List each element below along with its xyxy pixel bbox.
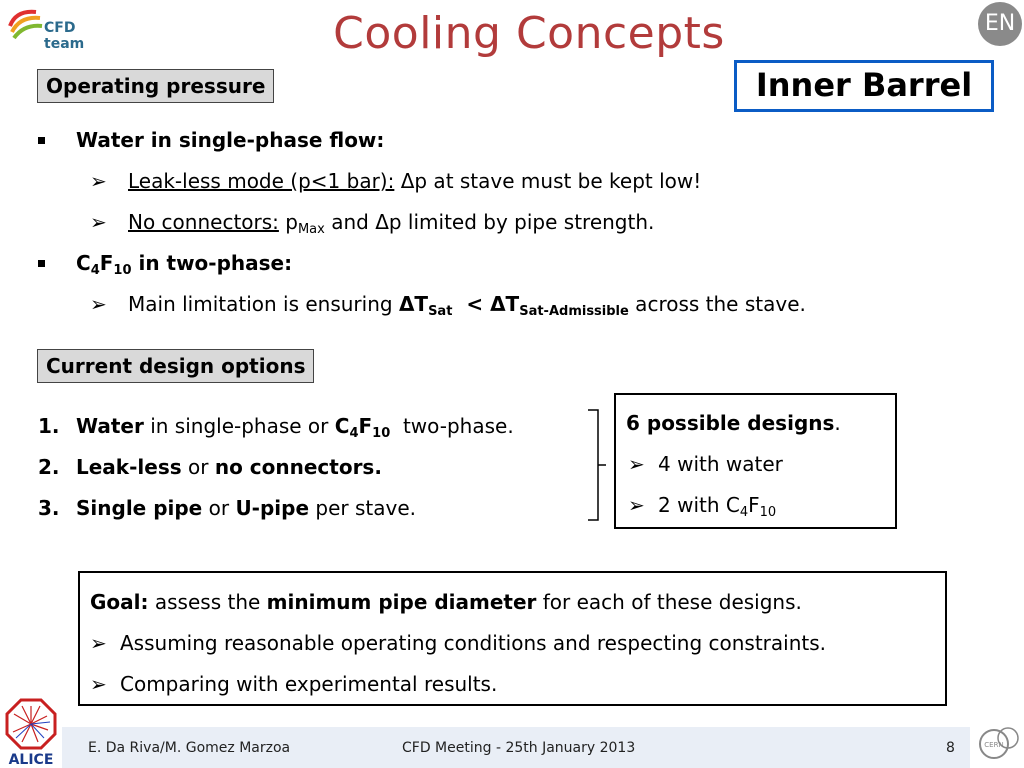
footer-event: CFD Meeting - 25th January 2013 <box>402 740 636 756</box>
option-3 <box>38 496 416 520</box>
sat-sub: Sat <box>428 304 453 319</box>
arrow-bullet-icon: ➢ <box>90 631 107 655</box>
option-3-tail: per stave. <box>309 496 416 520</box>
option-2-bold-2: no connectors. <box>214 455 382 479</box>
current-design-options-label: Current design options <box>37 349 314 383</box>
p-text: p <box>278 210 298 234</box>
less-than-delta-t: < ΔT <box>452 292 520 316</box>
sub-4: 4 <box>739 505 749 520</box>
goal-item-2-text: Comparing with experimental results. <box>120 672 498 696</box>
designs-title-bold: 6 possible designs <box>626 411 835 435</box>
cfd-team-label: CFD team <box>44 20 85 52</box>
arrow-bullet-icon: ➢ <box>90 672 107 696</box>
limitation-post: across the stave. <box>628 292 806 316</box>
leak-less-item <box>90 169 702 193</box>
no-connectors-rest: and Δp limited by pipe strength. <box>324 210 655 234</box>
option-1-text: in single-phase or <box>143 414 335 438</box>
f-text: F <box>358 414 373 438</box>
goal-text-2: for each of these designs. <box>536 590 802 614</box>
c-text: C <box>334 414 350 438</box>
arrow-bullet-icon: ➢ <box>628 493 645 517</box>
leak-less-underlined: Leak-less mode (p<1 bar): <box>128 169 395 193</box>
designs-c-text: 2 with C <box>658 493 740 517</box>
slide-title: Cooling Concepts <box>333 8 725 59</box>
possible-designs-box <box>614 393 897 529</box>
sat-admissible-sub: Sat-Admissible <box>519 304 629 319</box>
alice-logo <box>2 698 60 768</box>
leak-less-rest: Δp at stave must be kept low! <box>394 169 702 193</box>
goal-line <box>90 590 802 614</box>
goal-item-1 <box>90 631 827 655</box>
option-3-bold-2: U-pipe <box>235 496 310 520</box>
arrow-bullet-icon: ➢ <box>628 452 645 476</box>
option-number: 3. <box>38 496 60 520</box>
goal-bold: minimum pipe diameter <box>266 590 537 614</box>
option-2-bold: Leak-less <box>76 455 182 479</box>
goal-item-1-text: Assuming reasonable operating conditions and respecting constraints. <box>120 631 827 655</box>
arrow-bullet-icon: ➢ <box>90 292 107 316</box>
designs-water <box>628 452 783 476</box>
square-bullet-icon <box>38 137 45 144</box>
designs-title <box>626 411 841 435</box>
cern-icon <box>978 724 1022 764</box>
option-3-text: or <box>202 496 236 520</box>
inner-barrel-tag <box>734 60 994 112</box>
no-connectors-item <box>90 210 655 237</box>
cern-text: CERN <box>984 741 1004 749</box>
goal-label: Goal: <box>90 590 149 614</box>
option-1-tail: two-phase. <box>390 414 514 438</box>
arrow-bullet-icon: ➢ <box>90 210 107 234</box>
sub-10: 10 <box>759 505 777 520</box>
alice-text: ALICE <box>8 752 54 768</box>
operating-pressure-label: Operating pressure <box>37 69 274 103</box>
alice-detector-icon <box>2 698 60 768</box>
c4f10-heading <box>76 251 292 278</box>
c4f10-rest: in two-phase: <box>131 251 293 275</box>
square-bullet-icon <box>38 260 45 267</box>
option-1 <box>38 414 514 441</box>
sub-10: 10 <box>113 263 132 278</box>
f-text: F <box>99 251 114 275</box>
option-number: 1. <box>38 414 60 438</box>
f-text: F <box>748 493 760 517</box>
sub-4: 4 <box>349 426 359 441</box>
arrow-bullet-icon: ➢ <box>90 169 107 193</box>
option-number: 2. <box>38 455 60 479</box>
goal-box <box>78 571 947 706</box>
goal-item-2 <box>90 672 498 696</box>
inner-barrel-text: Inner Barrel <box>737 63 991 109</box>
water-heading <box>76 128 384 152</box>
sub-4: 4 <box>90 263 100 278</box>
no-connectors-underlined: No connectors: <box>128 210 279 234</box>
en-logo: EN <box>978 2 1022 46</box>
option-1-bold: Water <box>76 414 144 438</box>
limitation-pre: Main limitation is ensuring <box>128 292 399 316</box>
option-3-bold: Single pipe <box>76 496 203 520</box>
designs-water-text: 4 with water <box>658 452 783 476</box>
cern-logo <box>978 724 1022 764</box>
goal-text-1: assess the <box>148 590 267 614</box>
designs-dot: . <box>834 411 841 435</box>
footer-page-number: 8 <box>946 740 955 756</box>
option-2-text: or <box>181 455 215 479</box>
main-limitation-item <box>90 292 806 319</box>
water-heading-text: Water in single-phase flow: <box>76 128 385 152</box>
sub-10: 10 <box>372 426 391 441</box>
c-text: C <box>76 251 91 275</box>
option-2 <box>38 455 382 479</box>
right-brace-icon <box>586 408 608 522</box>
delta-t-sat: ΔT <box>398 292 429 316</box>
footer-authors: E. Da Riva/M. Gomez Marzoa <box>88 740 291 756</box>
max-sub: Max <box>297 222 325 237</box>
designs-c4f10 <box>628 493 777 520</box>
